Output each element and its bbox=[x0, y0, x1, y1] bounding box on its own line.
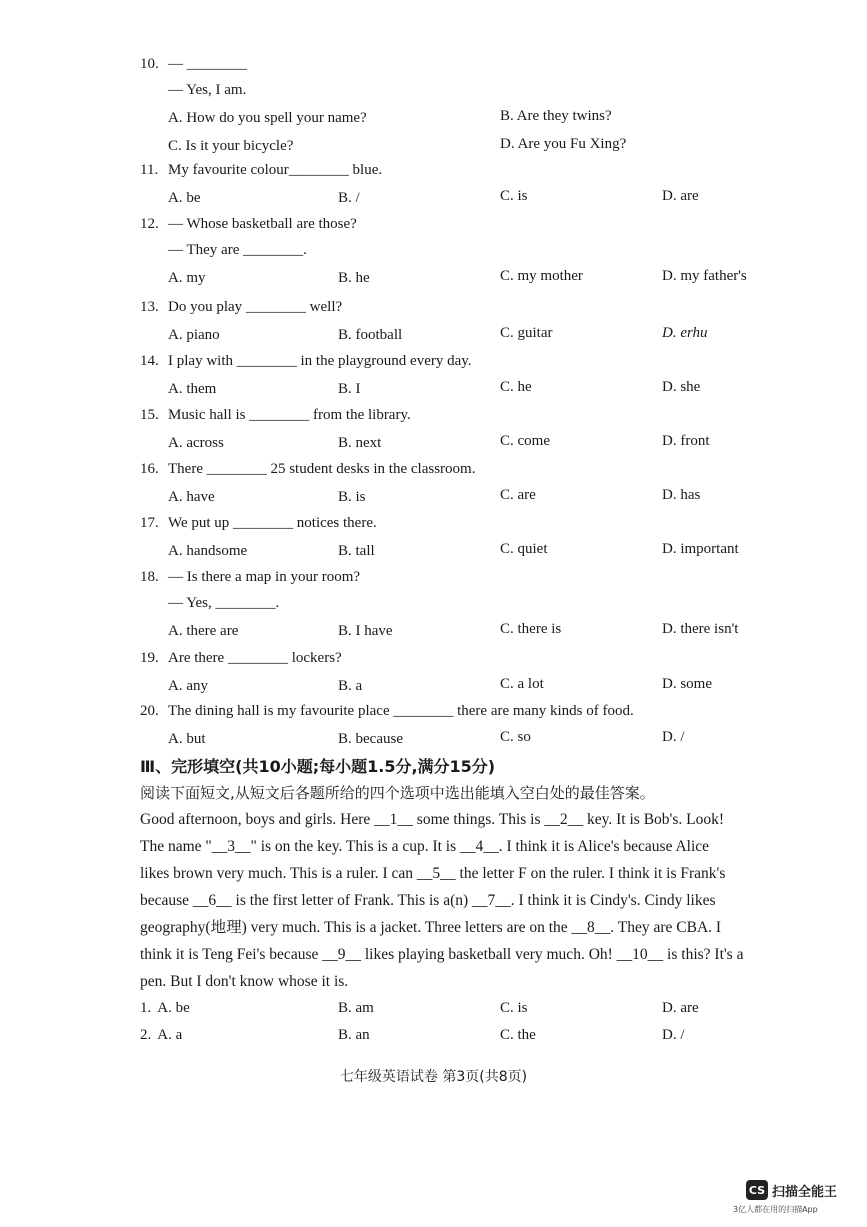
answer-option[interactable]: B. Are they twins? bbox=[500, 108, 612, 124]
answer-option[interactable]: D. some bbox=[662, 676, 712, 692]
answer-option[interactable]: A. but bbox=[168, 731, 206, 747]
answer-option[interactable]: C. are bbox=[500, 487, 536, 503]
passage-line: The name "__3__" is on the key. This is a cup. It is __4__. I think it is Alice's because Alice bbox=[140, 838, 710, 855]
question-number: 15. bbox=[140, 407, 159, 423]
option-text: A. be bbox=[157, 1000, 190, 1016]
question-stem: Are there ________ lockers? bbox=[168, 650, 342, 666]
answer-option[interactable]: C. Is it your bicycle? bbox=[168, 138, 294, 154]
question-number: 11. bbox=[140, 162, 159, 178]
question-stem: — Yes, ________. bbox=[168, 595, 280, 611]
cloze-answer-option[interactable]: C. is bbox=[500, 1000, 528, 1016]
answer-option[interactable]: A. across bbox=[168, 435, 224, 451]
answer-option[interactable]: D. / bbox=[662, 729, 685, 745]
question-number: 13. bbox=[140, 299, 159, 315]
cloze-answer-option[interactable]: B. an bbox=[338, 1027, 370, 1043]
question-number: 20. bbox=[140, 703, 159, 719]
question-stem: My favourite colour________ blue. bbox=[168, 162, 383, 178]
answer-option[interactable]: D. front bbox=[662, 433, 710, 449]
answer-option[interactable]: C. there is bbox=[500, 621, 562, 637]
answer-option[interactable]: C. quiet bbox=[500, 541, 548, 557]
answer-option[interactable]: B. because bbox=[338, 731, 403, 747]
section-heading: Ⅲ、完形填空(共10小题;每小题1.5分,满分15分) bbox=[140, 757, 496, 776]
answer-option[interactable]: B. I have bbox=[338, 623, 393, 639]
answer-option[interactable]: D. there isn't bbox=[662, 621, 739, 637]
answer-option[interactable]: B. I bbox=[338, 381, 361, 397]
cloze-answer-option[interactable]: D. / bbox=[662, 1027, 685, 1043]
answer-option[interactable]: B. he bbox=[338, 270, 370, 286]
answer-option[interactable]: B. football bbox=[338, 327, 403, 343]
cloze-answer-option[interactable] bbox=[140, 1025, 182, 1045]
watermark-name: 扫描全能王 bbox=[772, 1184, 838, 1200]
answer-option[interactable]: A. have bbox=[168, 489, 215, 505]
question-stem: We put up ________ notices there. bbox=[168, 515, 377, 531]
question-stem: Do you play ________ well? bbox=[168, 299, 343, 315]
question-stem: There ________ 25 student desks in the classroom. bbox=[168, 461, 476, 477]
answer-option[interactable]: C. a lot bbox=[500, 676, 544, 692]
question-number: 10. bbox=[140, 56, 159, 72]
answer-option[interactable]: D. are bbox=[662, 188, 699, 204]
passage-line: think it is Teng Fei's because __9__ likes playing basketball very much. Oh! __10__ is this? It's a bbox=[140, 946, 744, 963]
answer-option[interactable]: A. How do you spell your name? bbox=[168, 110, 367, 126]
cloze-answer-option[interactable]: C. the bbox=[500, 1027, 536, 1043]
question-number: 12. bbox=[140, 216, 159, 232]
answer-option[interactable]: B. / bbox=[338, 190, 360, 206]
question-stem: — Whose basketball are those? bbox=[168, 216, 357, 232]
scanner-watermark bbox=[746, 1180, 837, 1200]
answer-option[interactable]: A. there are bbox=[168, 623, 239, 639]
question-number: 19. bbox=[140, 650, 159, 666]
answer-option[interactable]: B. next bbox=[338, 435, 382, 451]
camscanner-logo-icon: CS bbox=[746, 1180, 768, 1200]
watermark-tagline: 3亿人都在用的扫描App bbox=[733, 1205, 818, 1214]
question-stem: — Yes, I am. bbox=[168, 82, 247, 98]
cloze-answer-option[interactable]: B. am bbox=[338, 1000, 374, 1016]
question-stem: — They are ________. bbox=[168, 242, 307, 258]
passage-line: pen. But I don't know whose it is. bbox=[140, 973, 349, 990]
answer-option[interactable]: D. erhu bbox=[662, 325, 708, 341]
question-stem: The dining hall is my favourite place ________ there are many kinds of food. bbox=[168, 703, 634, 719]
question-number: 16. bbox=[140, 461, 159, 477]
answer-option[interactable]: A. be bbox=[168, 190, 201, 206]
passage-line: likes brown very much. This is a ruler. I can __5__ the letter F on the ruler. I think it is Frank's bbox=[140, 865, 726, 882]
passage-line: Good afternoon, boys and girls. Here __1__ some things. This is __2__ key. It is Bob's. Look! bbox=[140, 811, 724, 828]
question-number: 17. bbox=[140, 515, 159, 531]
answer-option[interactable]: A. handsome bbox=[168, 543, 248, 559]
answer-option[interactable]: A. any bbox=[168, 678, 208, 694]
page-footer: 七年级英语试卷 第3页(共8页) bbox=[339, 1069, 528, 1085]
answer-option[interactable]: A. my bbox=[168, 270, 206, 286]
passage-line: because __6__ is the first letter of Frank. This is a(n) __7__. I think it is Cindy's. Cindy likes bbox=[140, 892, 716, 909]
passage-line: geography(地理) very much. This is a jacket. Three letters are on the __8__. They are CBA. I bbox=[140, 919, 722, 936]
answer-option[interactable]: C. guitar bbox=[500, 325, 553, 341]
answer-option[interactable]: D. has bbox=[662, 487, 701, 503]
answer-option[interactable]: D. important bbox=[662, 541, 739, 557]
cloze-question-number: 2. bbox=[140, 1027, 152, 1043]
answer-option[interactable]: D. she bbox=[662, 379, 701, 395]
question-stem: — ________ bbox=[168, 56, 247, 72]
question-number: 18. bbox=[140, 569, 159, 585]
answer-option[interactable]: D. my father's bbox=[662, 268, 747, 284]
answer-option[interactable]: A. piano bbox=[168, 327, 220, 343]
answer-option[interactable]: D. Are you Fu Xing? bbox=[500, 136, 627, 152]
question-stem: I play with ________ in the playground every day. bbox=[168, 353, 472, 369]
question-stem: — Is there a map in your room? bbox=[168, 569, 361, 585]
question-stem: Music hall is ________ from the library. bbox=[168, 407, 411, 423]
cloze-question-number: 1. bbox=[140, 1000, 152, 1016]
answer-option[interactable]: B. is bbox=[338, 489, 366, 505]
cloze-passage bbox=[140, 806, 837, 995]
answer-option[interactable]: B. tall bbox=[338, 543, 375, 559]
cloze-answer-option[interactable]: D. are bbox=[662, 1000, 699, 1016]
answer-option[interactable]: C. he bbox=[500, 379, 532, 395]
question-number: 14. bbox=[140, 353, 159, 369]
answer-option[interactable]: C. is bbox=[500, 188, 528, 204]
answer-option[interactable]: B. a bbox=[338, 678, 363, 694]
option-text: A. a bbox=[157, 1027, 183, 1043]
answer-option[interactable]: A. them bbox=[168, 381, 217, 397]
cloze-answer-option[interactable] bbox=[140, 998, 190, 1018]
answer-option[interactable]: C. my mother bbox=[500, 268, 583, 284]
section-instruction: 阅读下面短文,从短文后各题所给的四个选项中选出能填入空白处的最佳答案。 bbox=[140, 784, 655, 802]
answer-option[interactable]: C. so bbox=[500, 729, 531, 745]
answer-option[interactable]: C. come bbox=[500, 433, 550, 449]
